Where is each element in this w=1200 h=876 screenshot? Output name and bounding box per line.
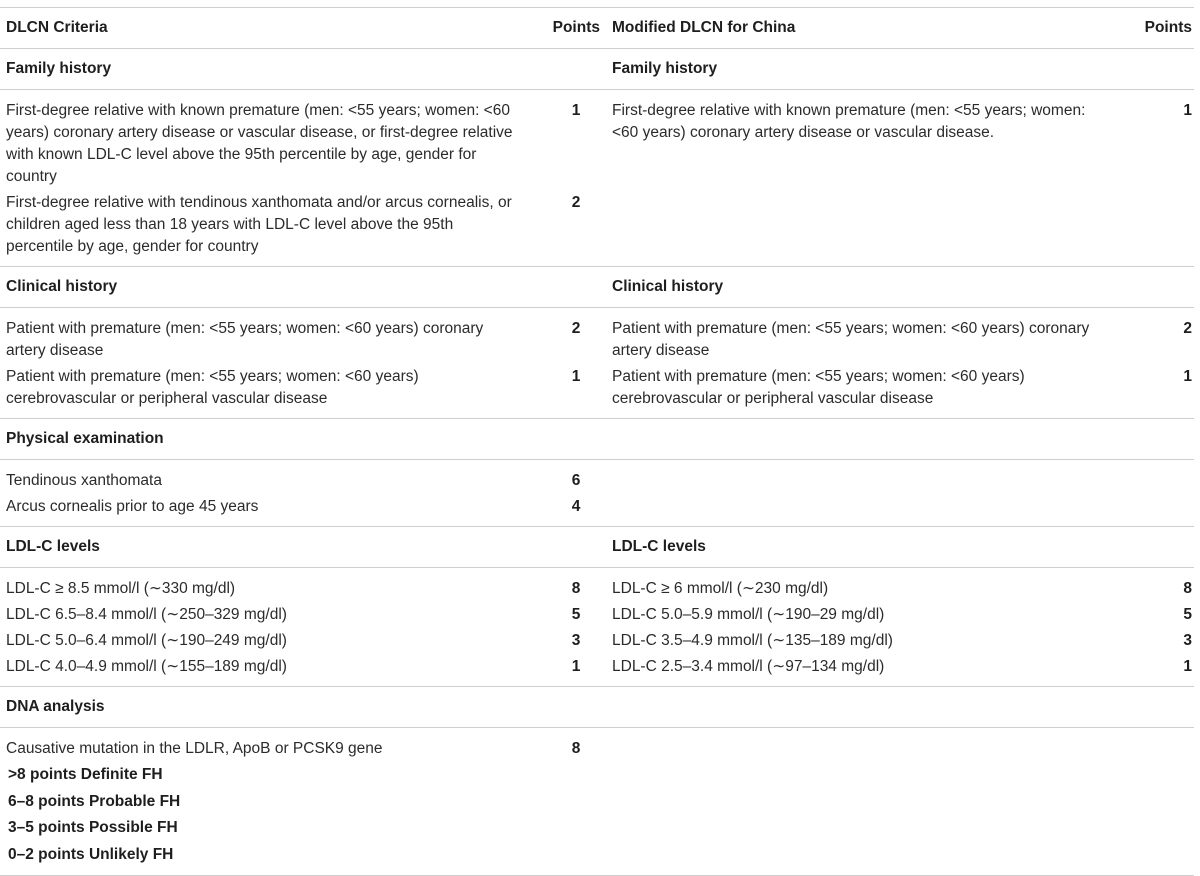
- criterion-points: 2: [546, 190, 606, 267]
- table-row: [0, 568, 1194, 603]
- criterion-points: 1: [1136, 654, 1194, 687]
- section-title: LDL-C levels: [606, 527, 1136, 568]
- criterion-points: 1: [546, 654, 606, 687]
- table-row: [0, 654, 1194, 687]
- criterion-points: 5: [1183, 606, 1192, 623]
- dlcn-criteria-table: [0, 7, 1194, 876]
- criterion-points: 1: [1183, 102, 1192, 119]
- table-row: [0, 460, 1194, 495]
- criterion-points: 6: [571, 472, 581, 489]
- section-physical-examination: [0, 419, 1194, 460]
- table-row: [0, 602, 1194, 628]
- criterion-text: LDL-C 5.0–6.4 mmol/l (∼190–249 mg/dl): [6, 632, 287, 649]
- criterion-text: First-degree relative with tendinous xanthomata and/or arcus cornealis, or children aged less than 18 years with LDL-C level above the 95th percentile by age, gender for country: [0, 190, 546, 267]
- table-row: [0, 190, 1194, 267]
- criterion-text: LDL-C ≥ 8.5 mmol/l (∼330 mg/dl): [6, 580, 236, 597]
- table-row: [0, 494, 1194, 527]
- criterion-text: LDL-C 4.0–4.9 mmol/l (∼155–189 mg/dl): [0, 654, 546, 687]
- criterion-text: First-degree relative with known premature (men: <55 years; women: <60 years) coronary artery disease or vascular disease.: [612, 102, 1086, 141]
- section-title: LDL-C levels: [0, 527, 546, 568]
- score-row-probable: [0, 789, 1194, 816]
- section-dna-analysis: [0, 687, 1194, 728]
- criterion-points: 8: [571, 740, 581, 757]
- criterion-points: 1: [571, 102, 581, 119]
- section-title: Family history: [0, 49, 546, 90]
- section-title: Clinical history: [0, 267, 546, 308]
- criterion-text: LDL-C 5.0–5.9 mmol/l (∼190–29 mg/dl): [612, 606, 885, 623]
- section-clinical-history: [0, 267, 1194, 308]
- section-title: Clinical history: [606, 267, 1136, 308]
- criterion-text: Patient with premature (men: <55 years; women: <60 years) coronary artery disease: [6, 320, 484, 359]
- criterion-text: Tendinous xanthomata: [6, 472, 162, 489]
- criterion-text: First-degree relative with known premature (men: <55 years; women: <60 years) coronary artery disease or vascular disease, or first-degree relative with known LDL-C level above the 95th percentile by age, gender for country: [6, 102, 513, 185]
- table-row: [0, 728, 1194, 763]
- section-family-history: [0, 49, 1194, 90]
- criterion-text: LDL-C ≥ 6 mmol/l (∼230 mg/dl): [612, 580, 829, 597]
- criterion-text: Patient with premature (men: <55 years; women: <60 years) cerebrovascular or peripheral vascular disease: [606, 364, 1136, 419]
- criterion-text: Causative mutation in the LDLR, ApoB or PCSK9 gene: [6, 740, 383, 757]
- criterion-text: Patient with premature (men: <55 years; women: <60 years) coronary artery disease: [612, 320, 1090, 359]
- criterion-points: 3: [571, 632, 581, 649]
- criterion-points: 8: [571, 580, 581, 597]
- table-row: [0, 628, 1194, 654]
- criterion-points: 1: [546, 364, 606, 419]
- table-row: [0, 90, 1194, 191]
- header-modified-dlcn: Modified DLCN for China: [606, 8, 1136, 49]
- header-points-left: Points: [546, 8, 606, 49]
- score-label: 3–5 points Possible FH: [8, 819, 178, 836]
- criterion-points: 2: [571, 320, 581, 337]
- section-title: Family history: [606, 49, 1136, 90]
- criterion-text: LDL-C 2.5–3.4 mmol/l (∼97–134 mg/dl): [606, 654, 1136, 687]
- score-row-unlikely: [0, 842, 1194, 876]
- score-label: 6–8 points Probable FH: [8, 792, 181, 810]
- score-label: >8 points Definite FH: [8, 766, 163, 783]
- header-points-right: Points: [1136, 8, 1194, 49]
- criterion-points: 3: [1183, 632, 1192, 649]
- criterion-points: 5: [571, 606, 581, 623]
- section-title: DNA analysis: [0, 687, 546, 728]
- section-title: Physical examination: [0, 419, 546, 460]
- score-row-possible: [0, 815, 1194, 842]
- section-ldl-c-levels: [0, 527, 1194, 568]
- table-header-row: [0, 8, 1194, 49]
- table-row: [0, 308, 1194, 365]
- criterion-points: 4: [546, 494, 606, 527]
- criterion-text: Arcus cornealis prior to age 45 years: [0, 494, 546, 527]
- criterion-points: 1: [1136, 364, 1194, 419]
- criterion-points: 8: [1183, 580, 1192, 597]
- criterion-text: LDL-C 6.5–8.4 mmol/l (∼250–329 mg/dl): [6, 606, 287, 623]
- table-row: [0, 364, 1194, 419]
- score-row-definite: [0, 762, 1194, 789]
- header-dlcn-criteria: DLCN Criteria: [0, 8, 546, 49]
- score-label: 0–2 points Unlikely FH: [0, 842, 546, 876]
- criterion-text: Patient with premature (men: <55 years; women: <60 years) cerebrovascular or peripheral vascular disease: [0, 364, 546, 419]
- criterion-text: LDL-C 3.5–4.9 mmol/l (∼135–189 mg/dl): [612, 632, 893, 649]
- criterion-points: 2: [1183, 320, 1192, 337]
